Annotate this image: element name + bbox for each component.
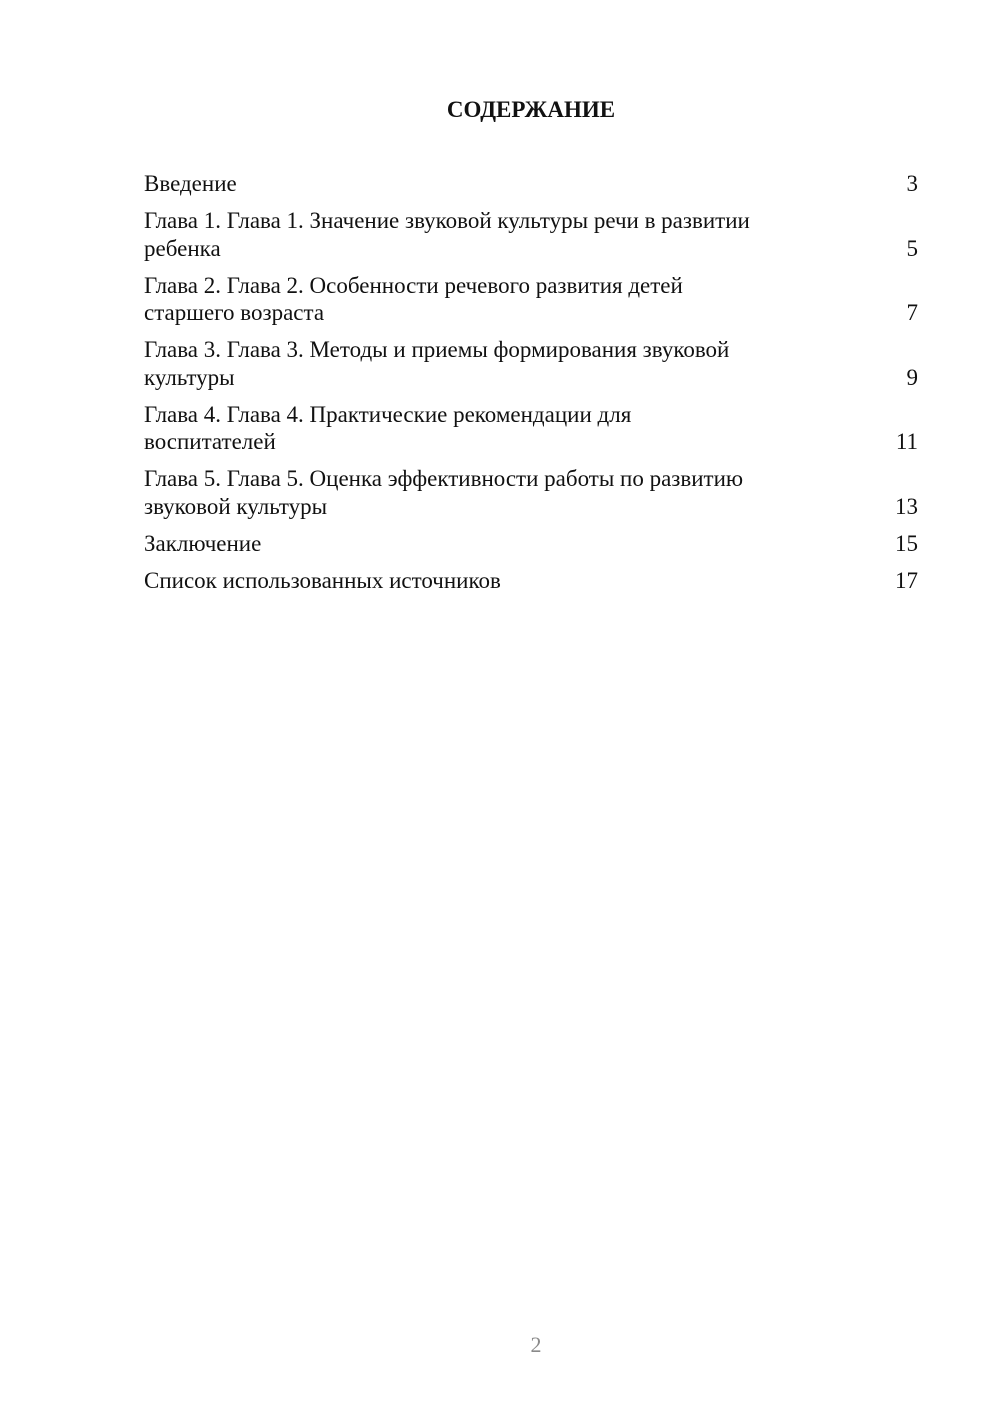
toc-entry-chapter-4[interactable] (144, 401, 918, 456)
toc-entry-chapter-5[interactable] (144, 465, 918, 520)
toc-entry-label: Глава 5. Глава 5. Оценка эффективности работы по развитию звуковой культуры (144, 466, 744, 519)
title-container (144, 95, 918, 125)
page-title: СОДЕРЖАНИЕ (446, 97, 616, 122)
toc-entry-label: Заключение (144, 530, 262, 556)
toc-entry-label: Введение (144, 171, 237, 196)
page-number: 2 (530, 1332, 542, 1357)
toc-entry-chapter-3[interactable] (144, 336, 918, 391)
toc-entry-label: Глава 4. Глава 4. Практические рекомендации для воспитателей (144, 401, 632, 454)
toc-entry-label: Глава 3. Глава 3. Методы и приемы формирования звуковой культуры (144, 337, 730, 390)
toc-entry-page: 11 (895, 429, 918, 454)
toc-entry-page: 17 (895, 567, 918, 593)
toc-entry-page: 5 (906, 235, 918, 261)
toc-entry-chapter-2[interactable] (144, 272, 918, 327)
toc-entry-label: Список использованных источников (144, 567, 501, 593)
toc-entry-label: Глава 1. Глава 1. Значение звуковой культуры речи в развитии ребенка (144, 208, 750, 261)
toc-entry-chapter-1[interactable] (144, 207, 918, 262)
toc-entry-page: 13 (895, 493, 918, 519)
toc-entry-page: 15 (895, 530, 918, 556)
toc-entry-page: 7 (906, 300, 918, 325)
toc-entry-references[interactable] (144, 567, 918, 595)
toc-entry-page: 9 (906, 364, 918, 390)
toc-entry-conclusion[interactable] (144, 530, 918, 558)
toc-entry-page: 3 (906, 171, 918, 196)
table-of-contents (144, 170, 918, 604)
toc-entry-introduction[interactable] (144, 170, 918, 198)
toc-entry-label: Глава 2. Глава 2. Особенности речевого развития детей старшего возраста (144, 272, 683, 325)
